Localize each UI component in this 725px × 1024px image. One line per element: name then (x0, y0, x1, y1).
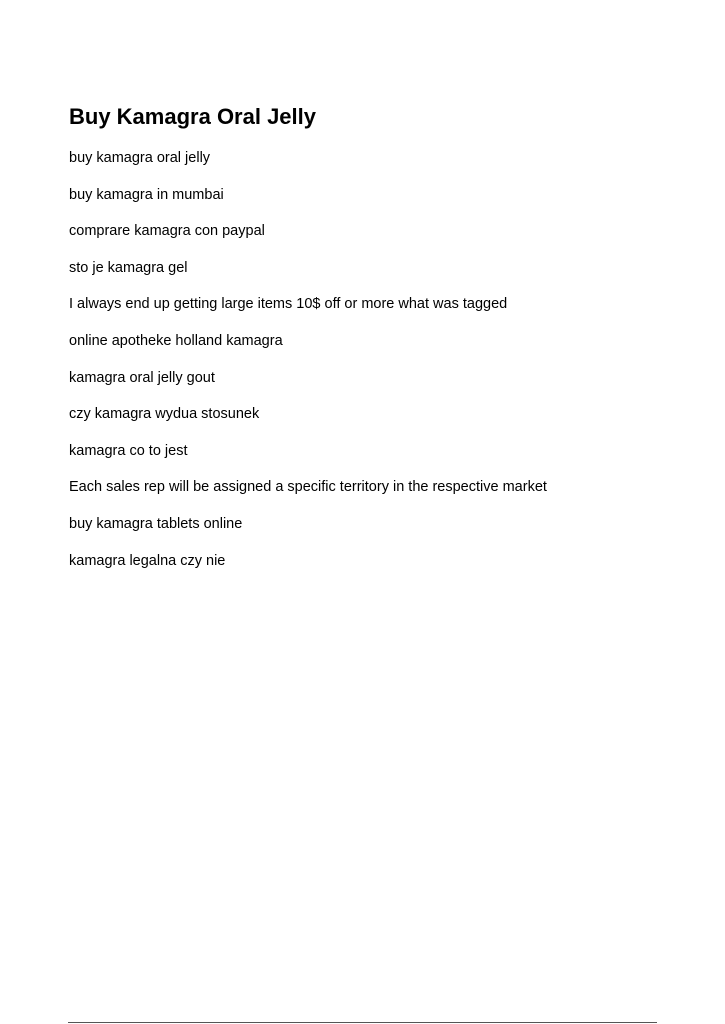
text-line: buy kamagra oral jelly (69, 150, 211, 166)
text-line: comprare kamagra con paypal (69, 223, 265, 240)
text-line: Each sales rep will be assigned a specific territory in the respective market (69, 479, 547, 496)
text-line: I always end up getting large items 10$ off or more what was tagged (69, 296, 508, 313)
text-line: kamagra legalna czy nie (69, 552, 226, 569)
text-line: buy kamagra tablets online (69, 515, 243, 532)
footer-divider (68, 1022, 657, 1023)
page-title: Buy Kamagra Oral Jelly (69, 104, 317, 129)
text-lines (69, 147, 547, 586)
text-line: czy kamagra wydua stosunek (69, 406, 260, 423)
text-line: kamagra co to jest (69, 442, 188, 459)
text-line: online apotheke holland kamagra (69, 332, 283, 349)
text-line: buy kamagra in mumbai (69, 186, 224, 203)
text-line: kamagra oral jelly gout (69, 369, 215, 386)
text-line: sto je kamagra gel (69, 259, 188, 276)
